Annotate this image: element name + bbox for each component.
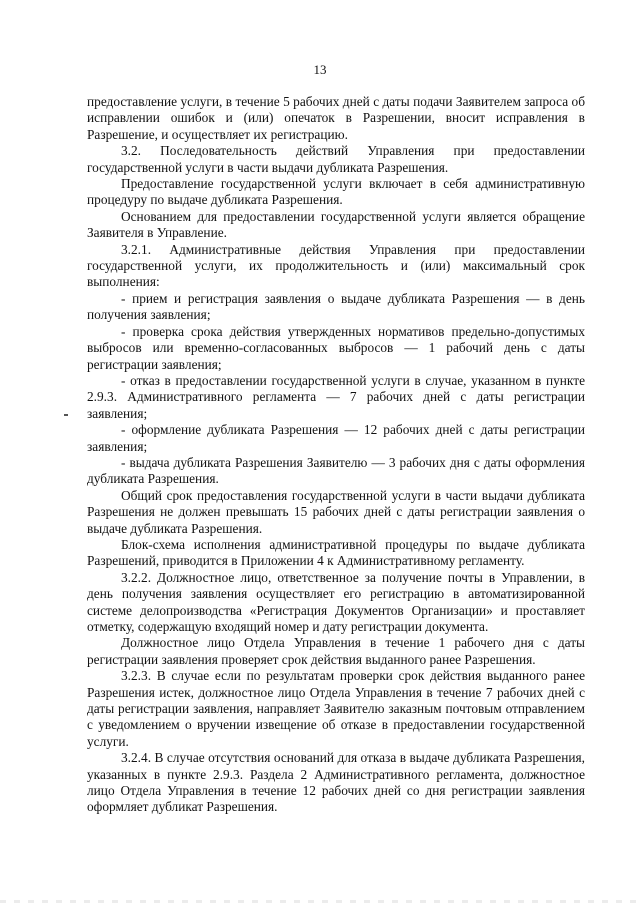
paragraph-procedure: Предоставление государственной услуги включает в себя административную процедуру по выдаче дубликата Разрешения.: [87, 176, 585, 208]
paragraph-continuation: предоставление услуги, в течение 5 рабочих дней с даты подачи Заявителем запроса об исправлении ошибок и (или) опечаток в Разрешении, вносит исправления в Разрешение, и осуществляет их регистрацию.: [87, 94, 585, 142]
paragraph-3-2-1: 3.2.1. Административные действия Управления при предоставлении государственной услуги, их продолжительность и (или) максимальный срок выполнения:: [87, 241, 585, 290]
list-item-reception: - прием и регистрация заявления о выдаче дубликата Разрешения — в день получения заявления;: [87, 290, 585, 323]
list-item-issuance-prep: - оформление дубликата Разрешения — 12 рабочих дней с даты регистрации заявления;: [87, 422, 585, 454]
paragraph-check-term: Должностное лицо Отдела Управления в течение 1 рабочего дня с даты регистрации заявления проверяет срок действия выданного ранее Разрешения.: [87, 635, 585, 667]
paragraph-total-term: Общий срок предоставления государственной услуги в части выдачи дубликата Разрешения не должен превышать 15 рабочих дней с даты регистрации заявления о выдаче дубликата Разрешения.: [87, 487, 585, 536]
paragraph-flowchart: Блок-схема исполнения административной процедуры по выдаче дубликата Разрешений, приводится в Приложении 4 к Административному регламенту.: [87, 536, 585, 569]
scan-edge-noise: [0, 900, 640, 903]
paragraph-3-2-3: 3.2.3. В случае если по результатам проверки срок действия выданного ранее Разрешения истек, должностное лицо Отдела Управления в течение 7 рабочих дней с даты регистрации заявления, направляет Заявителю заказным почтовым отправлением с уведомлением о вручении извещение об отказе в предоставлении государственной услуги.: [87, 668, 585, 749]
paragraph-3-2-2: 3.2.2. Должностное лицо, ответственное за получение почты в Управлении, в день получения заявления осуществляет его регистрацию в автоматизированной системе делопроизводства «Регистрация Документов Организации» и проставляет отметку, содержащую входящий номер и дату регистрации документа.: [87, 569, 585, 634]
scan-mark: [64, 414, 68, 416]
list-item-check: - проверка срока действия утвержденных нормативов предельно-допустимых выбросов или временно-согласованных выбросов — 1 рабочий день с даты регистрации заявления;: [87, 323, 585, 372]
page-number: 13: [313, 62, 327, 77]
paragraph-basis: Основанием для предоставлении государственной услуги является обращение Заявителя в Управление.: [87, 208, 585, 241]
paragraph-3-2-4: 3.2.4. В случае отсутствия оснований для отказа в выдаче дубликата Разрешения, указанных в пункте 2.9.3. Раздела 2 Административного регламента, должностное лицо Отдела Управления в течение 12 рабочих дней со дня регистрации заявления оформляет дубликат Разрешения.: [87, 750, 585, 815]
list-item-delivery: - выдача дубликата Разрешения Заявителю — 3 рабочих дня с даты оформления дубликата Разрешения.: [87, 454, 585, 487]
list-item-refusal: - отказ в предоставлении государственной услуги в случае, указанном в пункте 2.9.3. Административного регламента — 7 рабочих дней с даты регистрации заявления;: [87, 372, 585, 421]
document-body: [87, 94, 585, 816]
paragraph-3-2-heading: 3.2. Последовательность действий Управления при предоставлении государственной услуги в части выдачи дубликата Разрешения.: [87, 143, 585, 175]
